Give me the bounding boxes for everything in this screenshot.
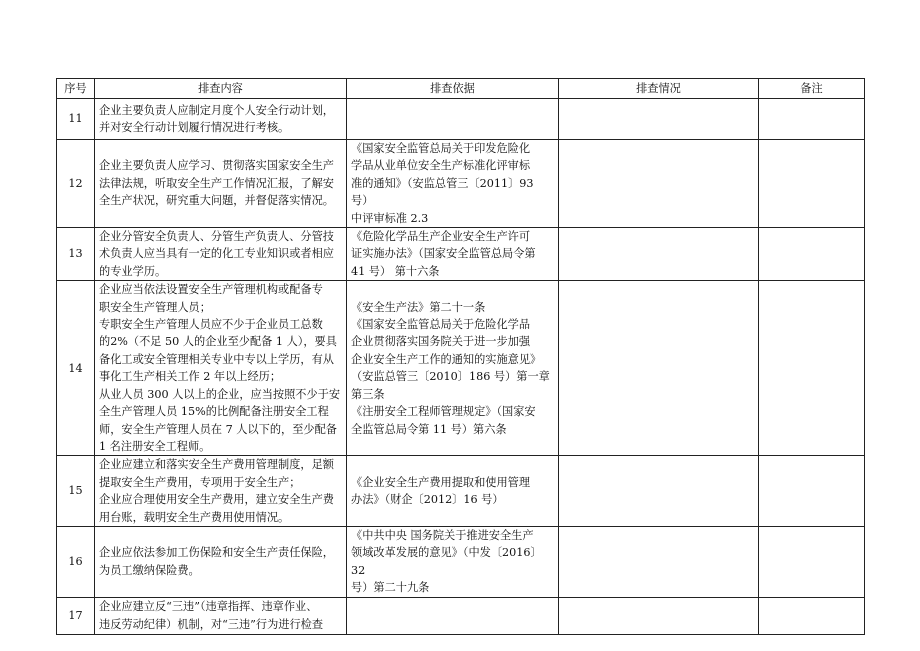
table-row: [57, 597, 865, 634]
row-content: 企业主要负责人应制定月度个人安全行动计划， 并对安全行动计划履行情况进行考核。: [95, 99, 347, 140]
row-num: 17: [57, 597, 95, 634]
row-basis: [347, 597, 559, 634]
header-status: 排查情况: [559, 79, 759, 99]
row-basis: 《安全生产法》第二十一条 《国家安全监管总局关于危险化学品 企业贯彻落实国务院关于进一步加强 企业安全生产工作的通知的实施意见》 （安监总管三〔2010〕186 号）第一章 第三条 《注册安全工程师管理规定》（国家安 全监管总局令第 11 号）第六条: [347, 281, 559, 456]
row-basis: 《国家安全监管总局关于印发危险化 学品从业单位安全生产标准化评审标 准的通知》（安监总管三〔2011〕93 号） 中评审标准 2.3: [347, 140, 559, 228]
row-num: 15: [57, 456, 95, 527]
table-row: [57, 281, 865, 456]
row-note: [759, 597, 865, 634]
row-note: [759, 526, 865, 597]
row-num: 13: [57, 228, 95, 281]
row-content: 企业应建立反“三违”（违章指挥、违章作业、 违反劳动纪律）机制，对“三违”行为进行检查: [95, 597, 347, 634]
row-note: [759, 140, 865, 228]
header-row: [57, 79, 865, 99]
table-row: [57, 140, 865, 228]
row-num: 12: [57, 140, 95, 228]
header-note: 备注: [759, 79, 865, 99]
table-row: [57, 526, 865, 597]
row-status: [559, 140, 759, 228]
row-content: 企业主要负责人应学习、贯彻落实国家安全生产 法律法规，听取安全生产工作情况汇报，了解安 全生产状况，研究重大问题，并督促落实情况。: [95, 140, 347, 228]
row-basis: 《中共中央 国务院关于推进安全生产 领域改革发展的意见》（中发〔2016〕32 号）第二十九条: [347, 526, 559, 597]
row-num: 16: [57, 526, 95, 597]
table-row: [57, 456, 865, 527]
header-basis: 排查依据: [347, 79, 559, 99]
row-status: [559, 456, 759, 527]
row-status: [559, 99, 759, 140]
row-status: [559, 228, 759, 281]
row-status: [559, 281, 759, 456]
row-status: [559, 597, 759, 634]
row-num: 11: [57, 99, 95, 140]
row-basis: 《危险化学品生产企业安全生产许可 证实施办法》（国家安全监管总局令第 41 号） 第十六条: [347, 228, 559, 281]
row-basis: [347, 99, 559, 140]
row-num: 14: [57, 281, 95, 456]
row-note: [759, 281, 865, 456]
table-row: [57, 99, 865, 140]
row-note: [759, 228, 865, 281]
row-status: [559, 526, 759, 597]
header-num: 序号: [57, 79, 95, 99]
row-content: 企业应依法参加工伤保险和安全生产责任保险， 为员工缴纳保险费。: [95, 526, 347, 597]
row-content: 企业应建立和落实安全生产费用管理制度，足额 提取安全生产费用，专项用于安全生产； 企业应合理使用安全生产费用，建立安全生产费 用台账，载明安全生产费用使用情况。: [95, 456, 347, 527]
row-content: 企业应当依法设置安全生产管理机构或配备专 职安全生产管理人员； 专职安全生产管理人员应不少于企业员工总数 的2%（不足 50 人的企业至少配备 1 人），要具 备化工或安全管理相关专业中专以上学历，有从 事化工生产相关工作 2 年以上经历； 从业人员 300 人以上的企业，应当按照不少于安 全生产管理人员 15%的比例配备注册安全工程 师，安全生产管理人员在 7 人以下的，至少配备 1 名注册安全工程师。: [95, 281, 347, 456]
row-basis: 《企业安全生产费用提取和使用管理 办法》（财企〔2012〕16 号）: [347, 456, 559, 527]
header-content: 排查内容: [95, 79, 347, 99]
table-row: [57, 228, 865, 281]
row-note: [759, 456, 865, 527]
row-content: 企业分管安全负责人、分管生产负责人、分管技 术负责人应当具有一定的化工专业知识或者相应 的专业学历。: [95, 228, 347, 281]
row-note: [759, 99, 865, 140]
inspection-table: [56, 78, 865, 635]
